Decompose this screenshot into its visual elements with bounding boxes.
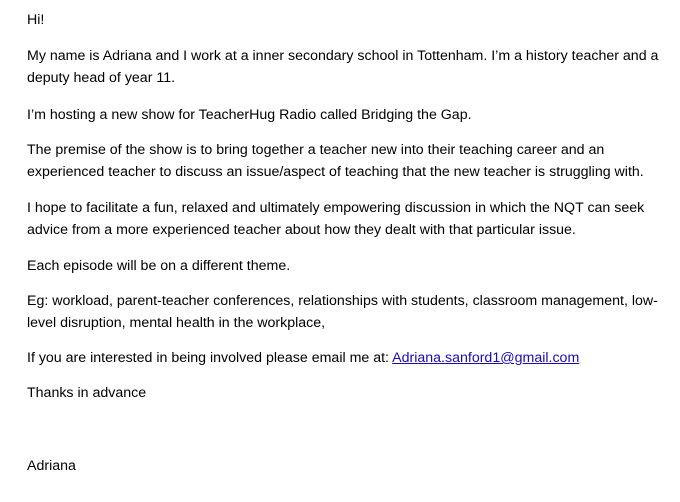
email-link[interactable]: Adriana.sanford1@gmail.com — [392, 350, 580, 366]
greeting-text: Hi! — [27, 12, 45, 28]
thanks-text: Thanks in advance — [27, 385, 147, 401]
thanks-paragraph — [27, 382, 667, 404]
signature-text: Adriana — [27, 458, 76, 474]
signature-paragraph — [27, 455, 667, 477]
contact-text: If you are interested in being involved please email me at: — [27, 350, 393, 366]
intro-line-2: deputy head of year 11. — [27, 70, 176, 86]
examples-paragraph — [27, 290, 667, 334]
examples-line-2: level disruption, mental health in the workplace, — [27, 315, 326, 331]
contact-line — [27, 347, 667, 369]
intro-paragraph — [27, 45, 667, 89]
hope-line-1: I hope to facilitate a fun, relaxed and ultimately empowering discussion in which the NQT can seek — [27, 200, 645, 216]
premise-line-1: The premise of the show is to bring together a teacher new into their teaching career and an — [27, 142, 605, 158]
show-text: I’m hosting a new show for TeacherHug Radio called Bridging the Gap. — [27, 107, 472, 123]
theme-text: Each episode will be on a different theme. — [27, 258, 291, 274]
hope-line-2: advice from a more experienced teacher about how they dealt with that particular issue. — [27, 222, 576, 238]
contact-paragraph — [27, 347, 667, 369]
premise-line-2: experienced teacher to discuss an issue/aspect of teaching that the new teacher is struggling with. — [27, 164, 644, 180]
intro-line-1: My name is Adriana and I work at a inner secondary school in Tottenham. I’m a history teacher and a — [27, 48, 659, 64]
show-paragraph — [27, 104, 667, 126]
hope-paragraph — [27, 197, 667, 241]
examples-line-1: Eg: workload, parent-teacher conferences, relationships with students, classroom management, low- — [27, 293, 658, 309]
greeting — [27, 9, 667, 31]
premise-paragraph — [27, 139, 667, 183]
theme-paragraph — [27, 255, 667, 277]
